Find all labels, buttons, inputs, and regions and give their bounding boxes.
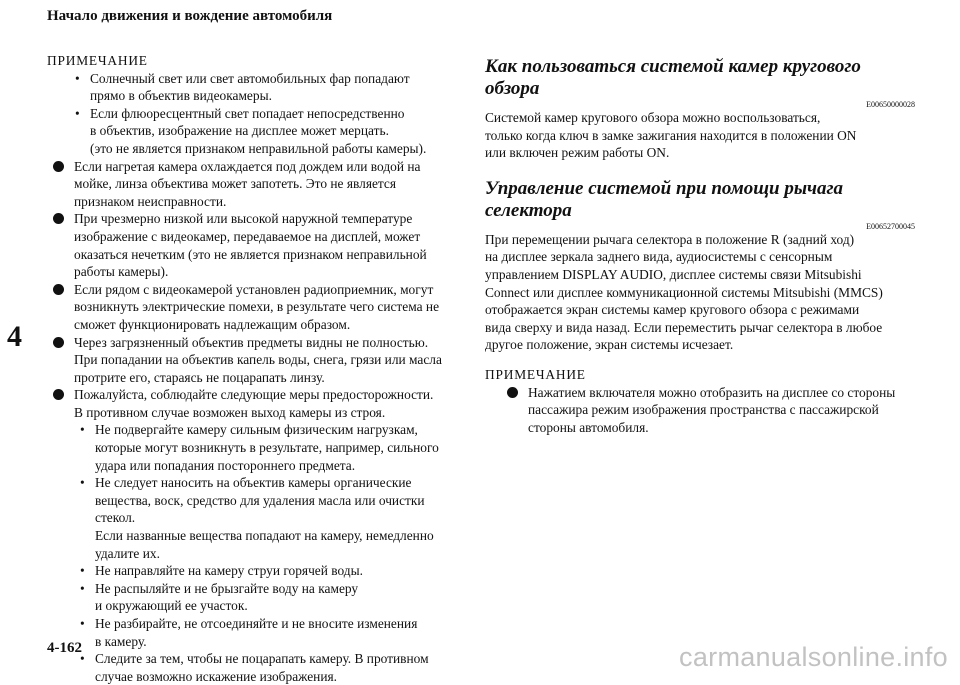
precaution-item: • Не распыляйте и не брызгайте воду на камеру и окружающий ее участок. <box>74 580 462 615</box>
bullet-item <box>47 281 462 334</box>
note-label: ПРИМЕЧАНИЕ <box>485 366 586 382</box>
bullet-dot-icon <box>53 389 64 400</box>
section-paragraph: Системой камер кругового обзора можно воспользоваться, только когда ключ в замке зажигания находится в положении ON или включен режим работы ON. <box>485 110 857 161</box>
left-column <box>47 52 462 685</box>
precaution-item: • Не следует наносить на объектив камеры органические вещества, воск, средство для удаления масла или очистки стекол. Если названные вещества попадают на камеру, немедленно удалите их. <box>74 474 462 562</box>
page-header-title: Начало движения и вождение автомобиля <box>47 8 333 24</box>
chapter-tab-number: 4 <box>7 320 22 353</box>
bullet-item <box>47 334 462 387</box>
precaution-item: • Не подвергайте камеру сильным физическим нагрузкам, которые могут возникнуть в результате, например, сильного удара или попадания постороннего предмета. <box>74 421 462 474</box>
bullet-text: При чрезмерно низкой или высокой наружной температуре изображение с видеокамер, передаваемое на дисплей, может оказаться нечетким (это не является признаком неправильной работы камеры). <box>74 211 427 280</box>
bullet-text: Если рядом с видеокамерой установлен радиоприемник, могут возникнуть электрические помехи, в результате чего система не сможет функционировать надлежащим образом. <box>74 281 440 332</box>
bullet-dot-icon <box>53 213 64 224</box>
bullet-dot-icon <box>53 337 64 348</box>
precaution-text: Не разбирайте, не отсоединяйте и не вносите изменения в камеру. <box>95 616 418 649</box>
section-code: E00652700045 <box>866 221 915 231</box>
note-item-text: Солнечный свет или свет автомобильных фар попадают прямо в объектив видеокамеры. <box>90 70 410 104</box>
precaution-text: Следите за тем, чтобы не поцарапать камеру. В противном случае возможно искажение изображения. <box>95 651 429 684</box>
precaution-text: Не распыляйте и не брызгайте воду на камеру и окружающий ее участок. <box>95 580 359 614</box>
precaution-text: Не подвергайте камеру сильным физическим нагрузкам, которые могут возникнуть в результате, например, сильного удара или попадания постороннего предмета. <box>95 422 439 473</box>
bullet-dot-icon <box>507 387 518 398</box>
bullet-text: Через загрязненный объектив предметы видны не полностью. При попадании на объектив капель воды, снега, грязи или масла протрите его, стараясь не поцарапать линзу. <box>74 334 442 385</box>
bullet-text: Нажатием включателя можно отобразить на дисплее со стороны пассажира режим изображения пространства с пассажирской стороны автомобиля. <box>528 384 896 435</box>
note-item: • Если флюоресцентный свет попадает непосредственно в объектив, изображение на дисплее может мерцать. (это не является признаком неправильной работы камеры). <box>47 105 462 158</box>
section-title: Как пользоваться системой камер кругового обзора <box>485 56 861 99</box>
section-paragraph: При перемещении рычага селектора в положение R (задний ход) на дисплее зеркала заднего вида, аудиосистемы с сенсорным управлением DISPLAY AUDIO, дисплее системы связи Mitsubishi Connect или дисплее коммуникационной системы Mitsubishi (MMCS) отображается экран системы камер кругового обзора с режимами вида сверху и вида назад. Если переместить рычаг селектора в любое другое положение, экран системы исчезает. <box>485 231 883 353</box>
bullet-item <box>485 384 915 437</box>
watermark: carmanualsonline.info <box>679 642 948 672</box>
precaution-item: • Следите за тем, чтобы не поцарапать камеру. В противном случае возможно искажение изображения. <box>74 650 462 685</box>
note-item-text: Если флюоресцентный свет попадает непосредственно в объектив, изображение на дисплее может мерцать. (это не является признаком неправильной работы камеры). <box>90 105 427 156</box>
bullet-item <box>47 386 462 685</box>
precaution-item: • Не разбирайте, не отсоединяйте и не вносите изменения в камеру. <box>74 615 462 650</box>
bullet-text: Если нагретая камера охлаждается под дождем или водой на мойке, линза объектива может запотеть. Это не является признаком неисправности. <box>74 158 421 209</box>
note-label: ПРИМЕЧАНИЕ <box>47 53 148 68</box>
section-code: E00650000028 <box>866 100 915 109</box>
precaution-text: Не направляйте на камеру струи горячей воды. <box>95 563 363 579</box>
bullet-item <box>47 158 462 211</box>
note-item: • Солнечный свет или свет автомобильных фар попадают прямо в объектив видеокамеры. <box>47 70 462 105</box>
precaution-text: Не следует наносить на объектив камеры органические вещества, воск, средство для удаления масла или очистки стекол. Если названные вещества попадают на камеру, немедленно удалите их. <box>95 475 434 561</box>
right-column <box>485 52 915 436</box>
bullet-dot-icon <box>53 284 64 295</box>
page-number: 4-162 <box>47 640 82 656</box>
bullet-dot-icon <box>53 161 64 172</box>
section-title: Управление системой при помощи рычага селектора <box>485 177 844 221</box>
precaution-item: • Не направляйте на камеру струи горячей воды. <box>74 562 462 580</box>
bullet-item <box>47 210 462 280</box>
bullet-text: Пожалуйста, соблюдайте следующие меры предосторожности. В противном случае возможен выход камеры из строя. <box>74 387 434 420</box>
